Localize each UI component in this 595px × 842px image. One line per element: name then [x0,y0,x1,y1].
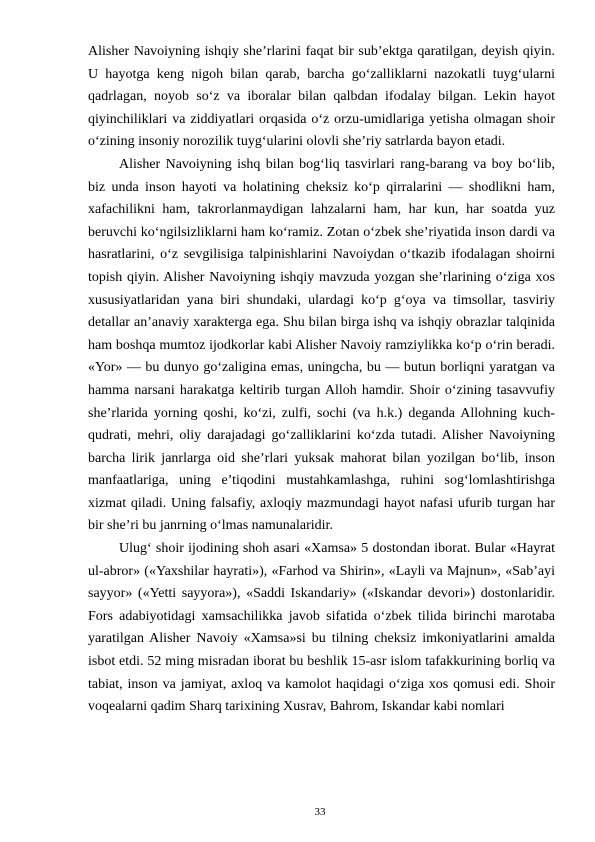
paragraph-1: Alisher Navoiyning ishqiy she’rlarini faqat bir sub’ektga qaratilgan, deyish qiyin. U hayotga keng nigoh bilan qarab, barcha go‘zalliklarni nazokatli tuyg‘ularni qadrlagan, noyob so‘z va iboralar bilan qalbdan ifodalay bilgan. Lekin hayot qiyinchiliklari va ziddiyatlari orqasida o‘z orzu-umidlariga yetisha olmagan shoir o‘zining insoniy norozilik tuyg‘ularini olovli she’riy satrlarda bayon etadi. [88,44,555,150]
paragraph-3: Ulug‘ shoir ijodining shoh asari «Xamsa» 5 dostondan iborat. Bular «Hayrat ul-abror» («Yaxshilar hayrati»), «Farhod va Shirin», «Layli va Majnun», «Sab’ayi sayyor» («Yetti sayyora»), «Saddi Iskandariy» («Iskandar devori») dostonlaridir. Fors adabiyotidagi xamsachilikka javob sifatida o‘zbek tilida birinchi marotaba yaratilgan Alisher Navoiy «Xamsa»si bu tilning cheksiz imkoniyatlarini amalda isbot etdi. 52 ming misradan iborat bu beshlik 15-asr islom tafakkurining borliq va tabiat, inson va jamiyat, axloq va kamolot haqidagi o‘ziga xos qomusi edi. Shoir voqealarni qadim Sharq tarixining Xusrav, Bahrom, Iskandar kabi nomlari [88,541,555,715]
paragraph-2: Alisher Navoiyning ishq bilan bog‘liq tasvirlari rang-barang va boy bo‘lib, biz unda inson hayoti va holatining cheksiz ko‘p qirralarini — shodlikni ham, xafachilikni ham, takrorlanmaydigan lahzalarni ham, har kun, har soatda yuz beruvchi ko‘ngilsizliklarni ham ko‘ramiz. Zotan o‘zbek she’riyatida inson dardi va hasratlarini, o‘z sevgilisiga talpinishlarini Navoiydan o‘tkazib ifodalagan shoirni topish qiyin. Alisher Navoiyning ishqiy mavzuda yozgan she’rlarining o‘ziga xos xususiyatlaridan yana biri shundaki, ulardagi ko‘p g‘oya va timsollar, tasviriy detallar an’anaviy xarakterga ega. Shu bilan birga ishq va ishqiy obrazlar talqinida ham boshqa mumtoz ijodkorlar kabi Alisher Navoiy ramziylikka ko‘p o‘rin beradi. «Yor» — bu dunyo go‘zaligina emas, uningcha, bu — butun borliqni yaratgan va hamma narsani harakatga keltirib turgan Alloh hamdir. Shoir o‘zining tasavvufiy she’rlarida yorning qoshi, ko‘zi, zulfi, sochi (va h.k.) deganda Allohning kuch-qudrati, mehri, oliy darajadagi go‘zalliklarini ko‘zda tutadi. Alisher Navoiyning barcha lirik janrlarga oid she’rlari yuksak mahorat bilan yozilgan bo‘lib, inson manfaatlariga, uning e’tiqodini mustahkamlashga, ruhini sog‘lomlashtirishga xizmat qiladi. Uning falsafiy, axloqiy mazmundagi hayot nafasi ufurib turgan har bir she’ri bu janrning o‘lmas namunalaridir. [88,156,555,534]
document-body [88,41,555,719]
page-number: 33 [314,806,326,818]
